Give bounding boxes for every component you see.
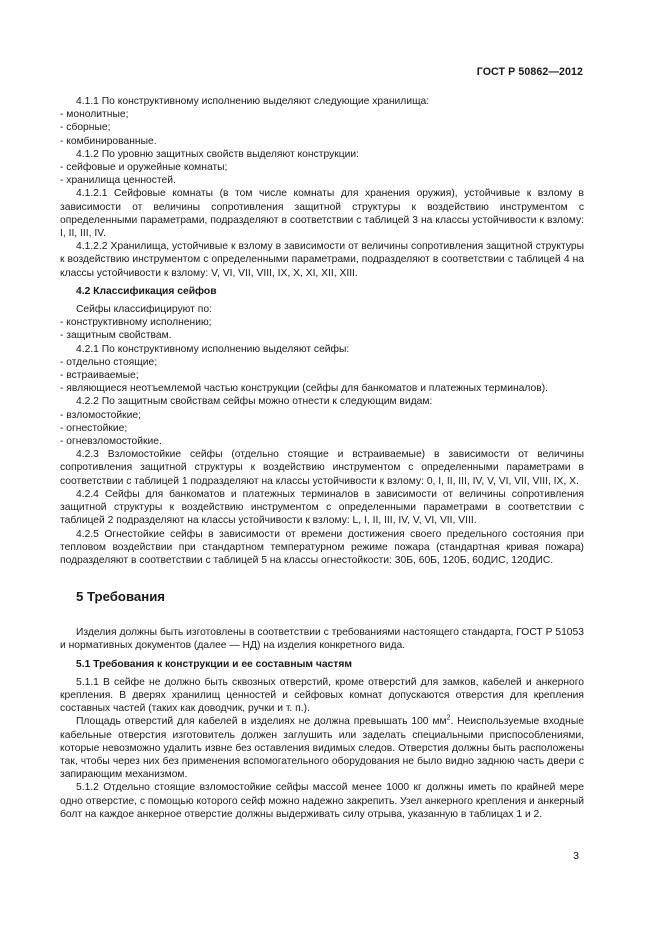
- section-heading-5: 5 Требования: [76, 589, 166, 605]
- list-item: - хранилища ценностей.: [60, 175, 176, 187]
- subsection-heading-4-2: 4.2 Классификация сейфов: [76, 285, 217, 297]
- paragraph-4-2-5: 4.2.5 Огнестойкие сейфы в зависимости от времени достижения своего предельного состояния при тепловом воздействии при стандартном температурном режиме пожара (стандартная кривая пожара) подразделяют в соответствии с таблицей 5 на классы огнестойкости: 30Б, 60Б, 120Б, 60ДИС, 120ДИС.: [60, 528, 584, 566]
- document-body: [60, 95, 584, 821]
- list-item: - взломостойкие;: [60, 409, 141, 421]
- list-item: - монолитные;: [60, 109, 129, 121]
- paragraph-4-1-2-1: 4.1.2.1 Сейфовые комнаты (в том числе комнаты для хранения оружия), устойчивые к взлому в зависимости от величины сопротивления защитной структуры к воздействию инструментом с определенными параметрами, подразделяют в соответствии с таблицей 3 на классы устойчивости к взлому: I, II, III, IV.: [60, 188, 584, 240]
- list-item: - сборные;: [60, 122, 111, 134]
- list-item: - защитным свойствам.: [60, 330, 172, 342]
- list-item: - огневзломостойкие.: [60, 436, 162, 448]
- paragraph-4-2-3: 4.2.3 Взломостойкие сейфы (отдельно стоящие и встраиваемые) в зависимости от величины сопротивления защитной структуры к воздействию инструментом с определенными параметрами в соответствии с таблицей 1 подразделяют на классы устойчивости к взлому: 0, I, II, III, IV, V, VI, VII, VIII, IX, X.: [60, 449, 584, 487]
- list-item: - отдельно стоящие;: [60, 356, 158, 368]
- paragraph-5: Изделия должны быть изготовлены в соответствии с требованиями настоящего стандарта, ГОСТ Р 51053 и нормативных документов (далее — НД) на изделия конкретного вида.: [60, 627, 584, 652]
- subsection-heading-5-1: 5.1 Требования к конструкции и ее составным частям: [76, 658, 352, 670]
- list-item: - конструктивному исполнению;: [60, 317, 212, 329]
- document-header-id: ГОСТ Р 50862—2012: [476, 66, 583, 78]
- superscript: 2: [446, 714, 451, 722]
- list-item: - встраиваемые;: [60, 370, 139, 382]
- paragraph-4-1-1: 4.1.1 По конструктивному исполнению выделяют следующие хранилища:: [76, 96, 430, 107]
- paragraph-4-2-2: 4.2.2 По защитным свойствам сейфы можно отнести к следующим видам:: [76, 396, 433, 408]
- paragraph-4-1-2-2: 4.1.2.2 Хранилища, устойчивые к взлому в зависимости от величины сопротивления защитной структуры к воздействию инструментом с определенными параметрами, подразделяют в соответствии с таблицей 4 на классы устойчивости к взлому: V, VI, VII, VIII, IX, X, XI, XII, XIII.: [60, 241, 584, 279]
- paragraph-5-1-1-area: [60, 715, 584, 781]
- paragraph-5-1-1: 5.1.1 В сейфе не должно быть сквозных отверстий, кроме отверстий для замков, кабелей и анкерного крепления. В дверях хранилищ ценностей и сейфовых комнат допускаются отверстия для крепления составных частей (таких как доводчик, ручки и т. п.).: [60, 676, 584, 715]
- paragraph-4-2: Сейфы классифицируют по:: [76, 304, 212, 316]
- paragraph-5-1-2: 5.1.2 Отдельно стоящие взломостойкие сейфы массой менее 1000 кг должны иметь по крайней мере одно отверстие, с помощью которого сейф можно надежно закрепить. Узел анкерного крепления и анкерный болт на каждое анкерное отверстие должны выдерживать силу отрыва, указанную в таблицах 1 и 2.: [60, 782, 584, 820]
- list-item: - огнестойкие;: [60, 422, 128, 434]
- text-run: Площадь отверстий для кабелей в изделиях не должна превышать 100 мм: [76, 716, 447, 728]
- paragraph-4-1-2: 4.1.2 По уровню защитных свойств выделяют конструкции:: [76, 148, 359, 160]
- list-item: - являющиеся неотъемлемой частью конструкции (сейфы для банкоматов и платежных терминалов).: [60, 383, 548, 395]
- list-item: - комбинированные.: [60, 135, 157, 147]
- page-number: 3: [573, 851, 579, 862]
- text-run: . Неиспользуемые входные кабельные отверстия изготовитель должен заглушить или заделать специальными приспособлениями, которые невозможно удалить извне без оставления видимых следов. Отверстия должны быть расположены так, чтобы через них без применения вспомогательного оборудования не было видно заднюю часть двери с запирающим механизмом.: [60, 716, 584, 781]
- paragraph-4-2-1: 4.2.1 По конструктивному исполнению выделяют сейфы:: [76, 343, 350, 355]
- list-item: - сейфовые и оружейные комнаты;: [60, 162, 228, 174]
- paragraph-4-2-4: 4.2.4 Сейфы для банкоматов и платежных терминалов в зависимости от величины сопротивления защитной структуры к воздействию инструментом с определенными параметрами в соответствии с таблицей 2 подразделяют на классы устойчивости к взлому: L, I, II, III, IV, V, VI, VII, VIII.: [60, 488, 584, 527]
